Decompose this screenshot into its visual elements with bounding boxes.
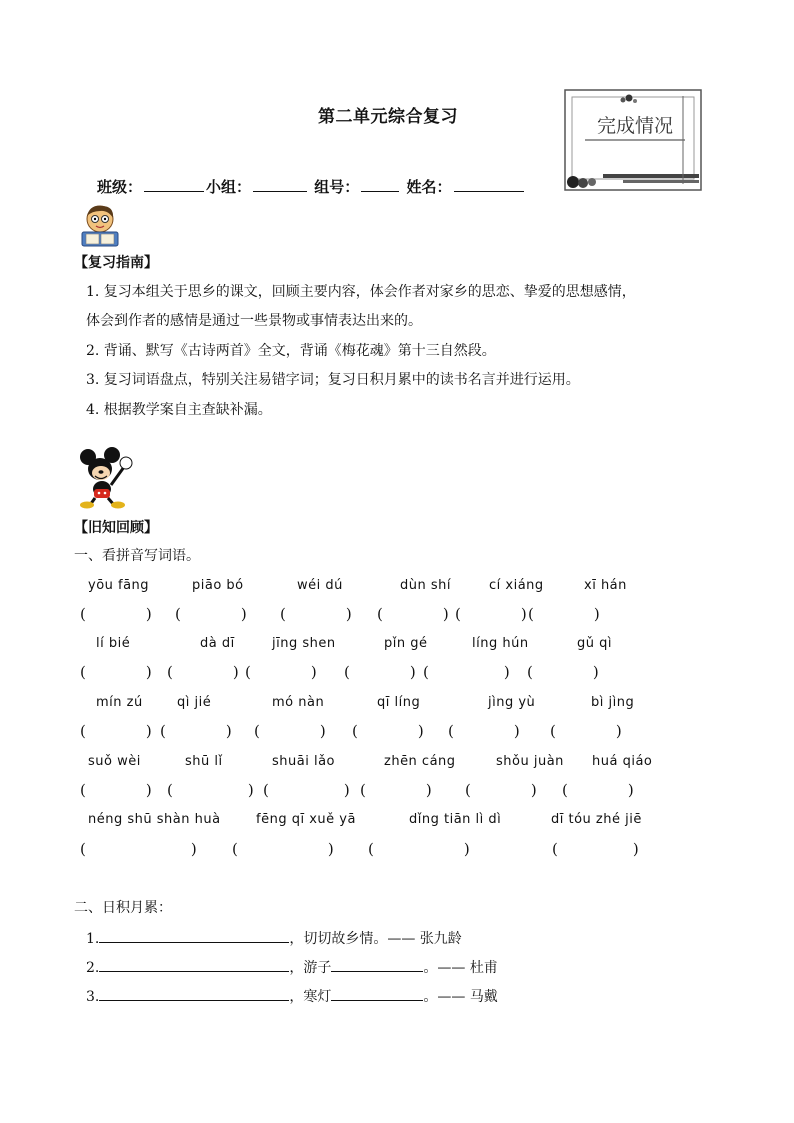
pinyin-item: xī hán <box>584 578 627 593</box>
answer-blank[interactable]: ( ) <box>280 605 352 623</box>
answer-blank[interactable]: ( ) <box>167 781 254 799</box>
answer-blank[interactable]: ( ) <box>455 605 527 623</box>
answer-blank[interactable]: ( ) <box>80 663 152 681</box>
review-heading: 【旧知回顾】 <box>74 520 158 536</box>
answer-blank[interactable]: ( ) <box>528 605 600 623</box>
guide-item: 2. 背诵、默写《古诗两首》全文，背诵《梅花魂》第十三自然段。 <box>86 343 496 359</box>
fill-line[interactable] <box>99 957 289 972</box>
pinyin-item: qī líng <box>377 695 421 710</box>
row-end: 。—— <box>423 989 466 1005</box>
accumulation-row <box>86 986 498 1006</box>
answer-blank[interactable]: ( ) <box>232 840 334 858</box>
answer-blank[interactable]: ( ) <box>377 605 449 623</box>
answer-blank[interactable]: ( ) <box>562 781 634 799</box>
answer-blank[interactable]: ( ) <box>80 840 197 858</box>
mickey-mouse-icon <box>78 445 136 513</box>
fill-line[interactable] <box>99 986 289 1001</box>
pinyin-item: dùn shí <box>400 578 451 593</box>
answer-blank[interactable]: ( ) <box>360 781 432 799</box>
completion-label: 完成情况 <box>597 115 674 137</box>
answer-blank[interactable]: ( ) <box>175 605 247 623</box>
pinyin-item: piāo bó <box>192 578 244 593</box>
row-author: 张九龄 <box>419 931 462 947</box>
pinyin-item: shuāi lǎo <box>272 754 335 769</box>
guide-item: 4. 根据教学案自主查缺补漏。 <box>86 402 272 418</box>
answer-blank[interactable]: ( ) <box>80 781 152 799</box>
completion-frame-icon <box>563 88 703 192</box>
pinyin-item: pǐn gé <box>384 636 428 651</box>
answer-blank[interactable]: ( ) <box>167 663 239 681</box>
pinyin-item: mín zú <box>96 695 143 710</box>
pinyin-item: zhēn cáng <box>384 754 456 769</box>
answer-blank[interactable]: ( ) <box>352 722 424 740</box>
answer-blank[interactable]: ( ) <box>160 722 232 740</box>
pinyin-item: líng hún <box>472 636 529 651</box>
group-no-label: 组号： <box>314 178 360 196</box>
row-author: 杜甫 <box>469 960 498 976</box>
pinyin-item: gǔ qì <box>577 636 612 651</box>
answer-blank[interactable]: ( ) <box>423 663 510 681</box>
answer-blank[interactable]: ( ) <box>552 840 639 858</box>
group-no-field[interactable] <box>361 177 399 192</box>
guide-item: 体会到作者的感情是通过一些景物或事情表达出来的。 <box>86 313 422 329</box>
pinyin-item: dī tóu zhé jiē <box>551 812 642 827</box>
answer-blank[interactable]: ( ) <box>80 722 152 740</box>
answer-blank[interactable]: ( ) <box>344 663 416 681</box>
pinyin-item: suǒ wèi <box>88 754 141 769</box>
pinyin-item: jīng shen <box>272 636 336 651</box>
student-info-line <box>97 176 526 197</box>
group-label: 小组： <box>206 178 252 196</box>
part1-title: 一、看拼音写词语。 <box>74 548 200 564</box>
completion-box <box>563 88 703 192</box>
fill-line[interactable] <box>331 986 423 1001</box>
fill-line[interactable] <box>331 957 423 972</box>
guide-heading: 【复习指南】 <box>74 255 158 271</box>
pinyin-item: yōu fāng <box>88 578 150 593</box>
accumulation-row <box>86 928 462 948</box>
answer-blank[interactable]: ( ) <box>368 840 470 858</box>
row-middle: ，切切故乡情。—— <box>289 931 416 947</box>
answer-blank[interactable]: ( ) <box>263 781 350 799</box>
answer-blank[interactable]: ( ) <box>245 663 317 681</box>
row-author: 马戴 <box>469 989 498 1005</box>
pinyin-item: lí bié <box>96 636 131 651</box>
answer-blank[interactable]: ( ) <box>254 722 326 740</box>
pinyin-item: jìng yù <box>488 695 536 710</box>
accumulation-row <box>86 957 498 977</box>
answer-blank[interactable]: ( ) <box>80 605 152 623</box>
answer-blank[interactable]: ( ) <box>465 781 537 799</box>
row-number: 1. <box>86 931 100 947</box>
answer-blank[interactable]: ( ) <box>550 722 622 740</box>
part2-title: 二、日积月累： <box>74 900 172 916</box>
row-number: 2. <box>86 960 100 976</box>
pinyin-item: qì jié <box>177 695 212 710</box>
name-field[interactable] <box>454 177 524 192</box>
group-field[interactable] <box>253 177 307 192</box>
page-title: 第二单元综合复习 <box>318 107 458 127</box>
row-number: 3. <box>86 989 100 1005</box>
pinyin-item: néng shū shàn huà <box>88 812 221 827</box>
guide-item: 1. 复习本组关于思乡的课文，回顾主要内容，体会作者对家乡的思恋、挚爱的思想感情， <box>86 284 636 300</box>
row-end: 。—— <box>423 960 466 976</box>
reading-boy-icon <box>76 202 124 252</box>
pinyin-item: shǒu juàn <box>496 754 564 769</box>
pinyin-item: wéi dú <box>297 578 343 593</box>
answer-blank[interactable]: ( ) <box>527 663 599 681</box>
pinyin-item: bì jìng <box>591 695 635 710</box>
class-field[interactable] <box>144 177 204 192</box>
row-middle: ，游子 <box>289 960 332 976</box>
pinyin-item: fēng qī xuě yā <box>256 812 356 827</box>
pinyin-item: shū lǐ <box>185 754 223 769</box>
guide-item: 3. 复习词语盘点，特别关注易错字词；复习日积月累中的读书名言并进行运用。 <box>86 372 580 388</box>
pinyin-item: dǐng tiān lì dì <box>409 812 502 827</box>
fill-line[interactable] <box>99 928 289 943</box>
pinyin-item: dà dī <box>200 636 235 651</box>
pinyin-item: mó nàn <box>272 695 325 710</box>
class-label: 班级： <box>97 178 143 196</box>
pinyin-item: huá qiáo <box>592 754 653 769</box>
answer-blank[interactable]: ( ) <box>448 722 520 740</box>
name-label: 姓名： <box>406 178 452 196</box>
row-middle: ，寒灯 <box>289 989 332 1005</box>
pinyin-item: cí xiáng <box>489 578 544 593</box>
